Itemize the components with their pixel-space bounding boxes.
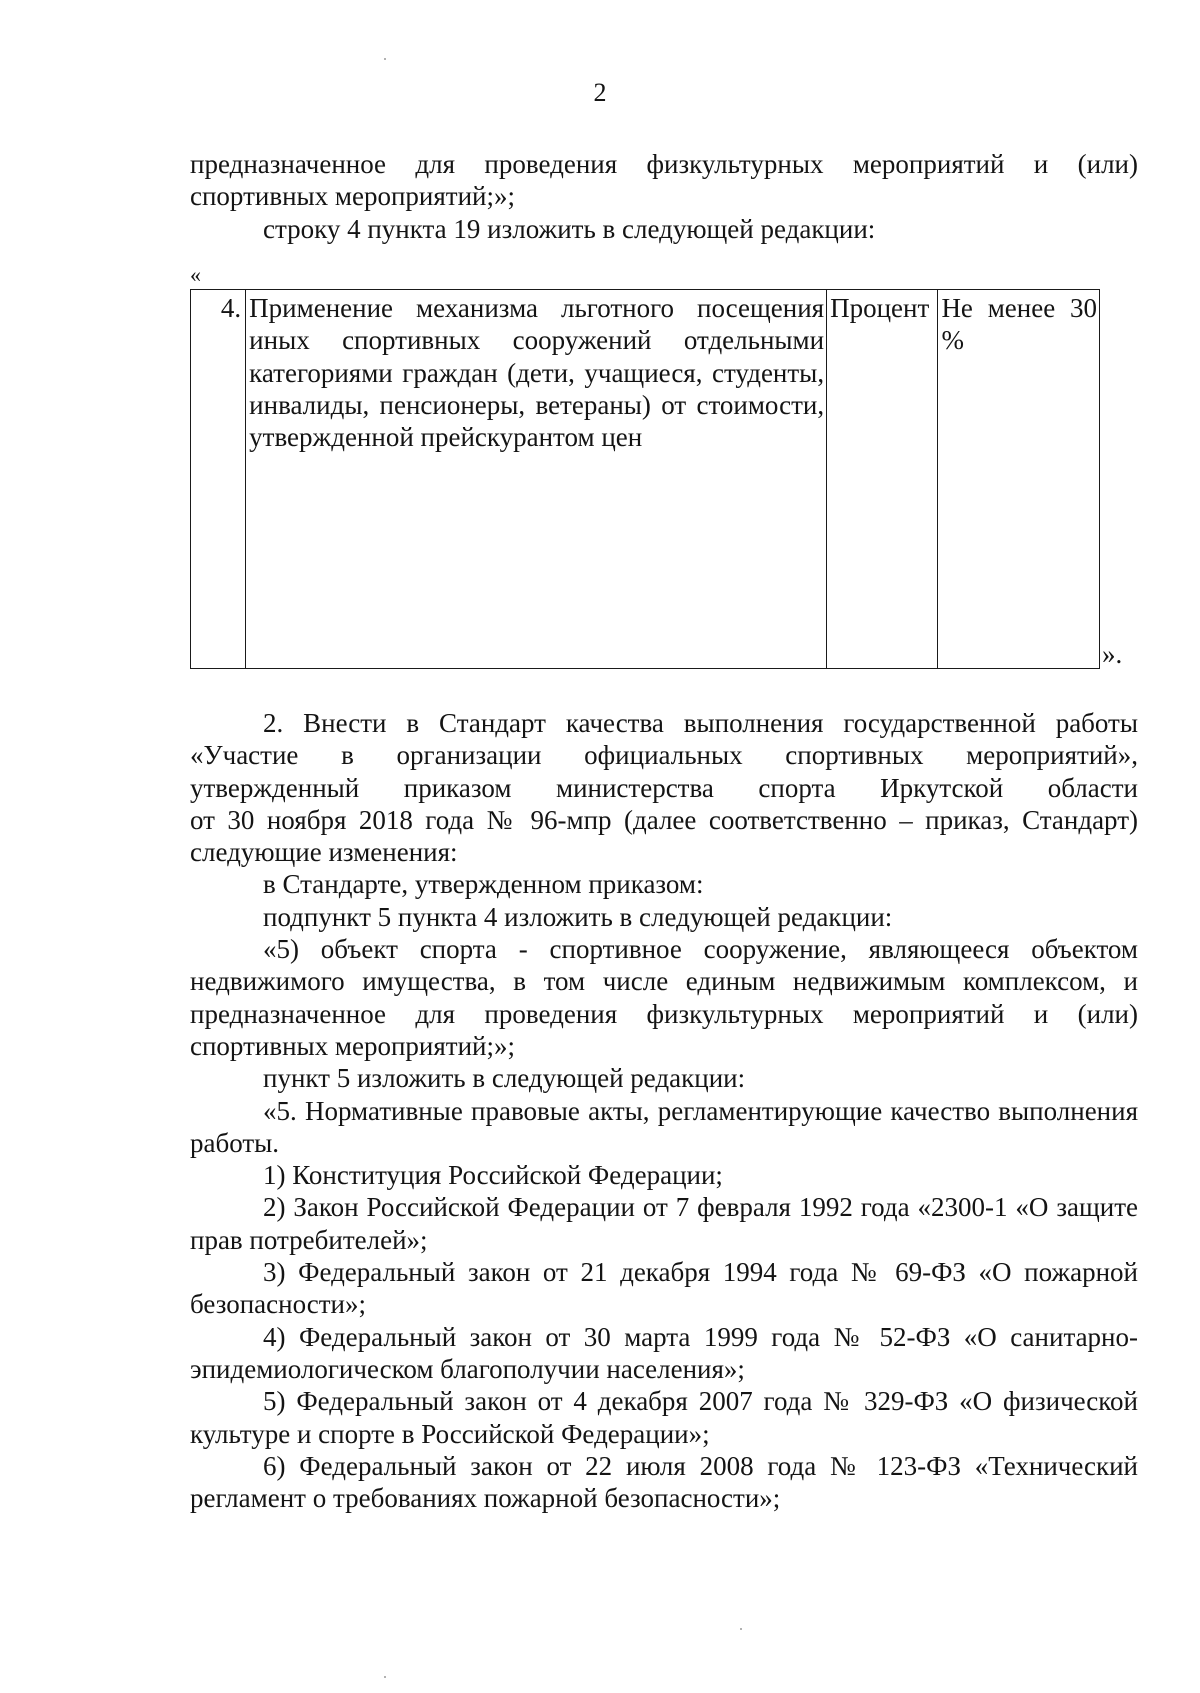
- table-row: [191, 290, 1100, 669]
- quoted-definition: «5) объект спорта - спортивное сооружение, являющееся объектом недвижимого имущества, в том числе единым недвижимым комплексом, и предназначенное для проведения физкультурных мероприятий и (или) спортивных мероприятий;»;: [190, 934, 1138, 1061]
- item-line: «Участие в организации официальных спортивных мероприятий»,: [190, 740, 1138, 771]
- continuation-line: спортивных мероприятий;»;: [190, 181, 516, 212]
- value-cell: Не менее 30 %: [938, 290, 1100, 669]
- continuation-line: предназначенное для проведения физкультурных мероприятий и (или): [190, 149, 1138, 179]
- legal-act-item: 1) Конституция Российской Федерации;: [263, 1160, 723, 1191]
- row-number-cell: 4.: [191, 290, 246, 669]
- item-line: следующие изменения:: [190, 837, 458, 868]
- instruction-paragraph: строку 4 пункта 19 изложить в следующей редакции:: [263, 213, 876, 244]
- legal-act-item: 5) Федеральный закон от 4 декабря 2007 года № 329-ФЗ «О физической культуре и спорте в Российской Федерации»;: [190, 1386, 1138, 1449]
- item-line: от 30 ноября 2018 года № 96-мпр (далее соответственно – приказ, Стандарт): [190, 804, 1138, 835]
- unit-cell: Процент: [827, 290, 938, 669]
- paragraph: подпункт 5 пункта 4 изложить в следующей редакции:: [263, 901, 893, 932]
- legal-act-item: 4) Федеральный закон от 30 марта 1999 года № 52-ФЗ «О санитарно-эпидемиологическом благополучии населения»;: [190, 1321, 1138, 1384]
- paragraph: пункт 5 изложить в следующей редакции:: [263, 1063, 746, 1094]
- table-close-quote: ».: [1102, 639, 1123, 669]
- intro-block: [190, 148, 1138, 245]
- legal-act-item: 2) Закон Российской Федерации от 7 февраля 1992 года «2300-1 «О защите прав потребителей»;: [190, 1192, 1138, 1255]
- scan-speck: [740, 1628, 742, 1630]
- point5-heading: «5. Нормативные правовые акты, регламентирующие качество выполнения работы.: [190, 1095, 1138, 1158]
- scan-speck: [384, 1676, 386, 1678]
- section-2: [190, 707, 1138, 1514]
- item-line: утвержденный приказом министерства спорта Иркутской области: [190, 772, 1138, 803]
- scan-speck: [384, 58, 386, 60]
- legal-act-item: 3) Федеральный закон от 21 декабря 1994 года № 69-ФЗ «О пожарной безопасности»;: [190, 1257, 1138, 1320]
- table-open-quote: «: [190, 262, 201, 287]
- item-line: 2. Внести в Стандарт качества выполнения государственной работы: [263, 708, 1138, 738]
- indicator-name-cell: Применение механизма льготного посещения иных спортивных сооружений отдельными категориями граждан (дети, учащиеся, студенты, инвалиды, пенсионеры, ветераны) от стоимости, утвержденной прейскурантом цен: [246, 290, 827, 669]
- indicator-table: [190, 289, 1100, 669]
- paragraph: в Стандарте, утвержденном приказом:: [263, 869, 704, 900]
- legal-act-item: 6) Федеральный закон от 22 июля 2008 года № 123-ФЗ «Технический регламент о требованиях пожарной безопасности»;: [190, 1450, 1138, 1514]
- page-number: 2: [593, 78, 607, 107]
